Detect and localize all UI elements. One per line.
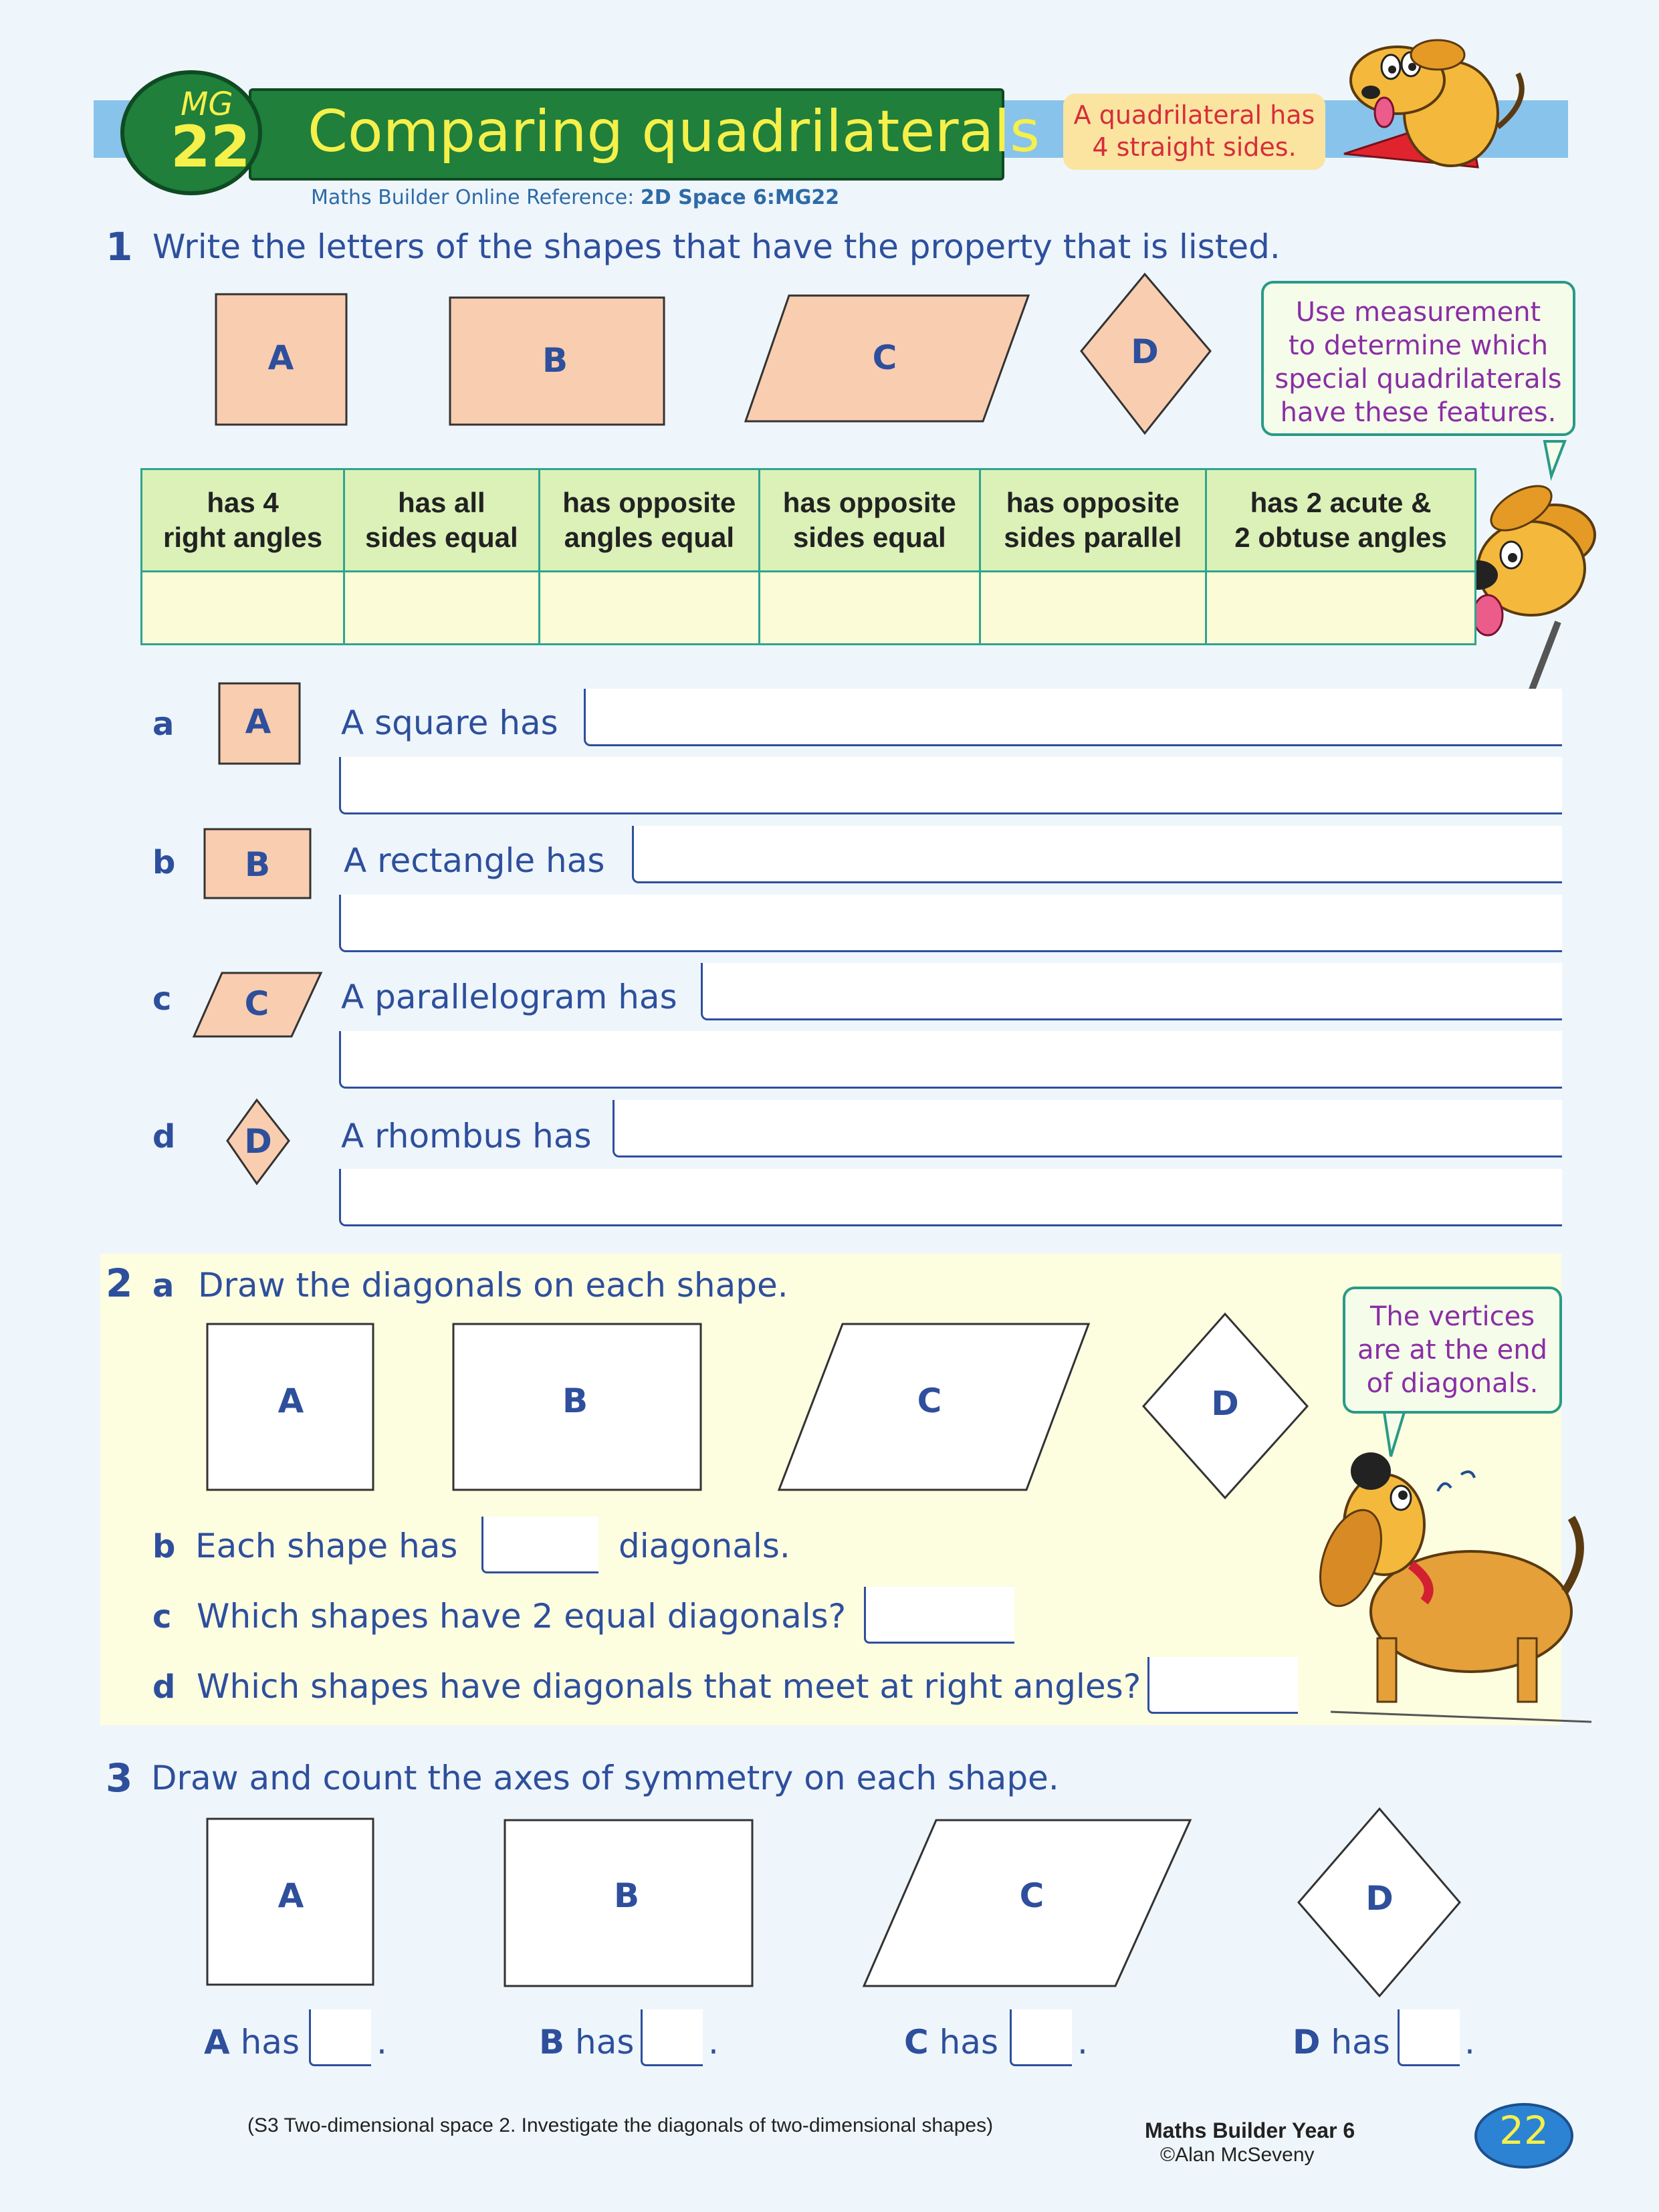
measurement-tip-bubble [1261,281,1575,436]
part-letter: d [152,1118,176,1155]
period: . [376,2023,387,2062]
dog-with-pencil-icon [1458,477,1595,724]
page-title: Comparing quadrilaterals [308,98,1040,165]
bubble-line: to determine which [1288,330,1549,361]
badge-mg-label: MG [181,86,233,123]
answer-line[interactable] [701,963,1562,1020]
period: . [708,2023,719,2062]
q2-shapes [207,1314,1307,1498]
reference-prefix: Maths Builder Online Reference: [311,186,635,209]
answer-cell[interactable] [344,572,539,645]
property-header: has opposite sides equal [760,469,980,572]
question-number: 3 [106,1755,133,1801]
vertices-tip-bubble [1343,1287,1562,1414]
q2a-instruction: Draw the diagonals on each shape. [198,1266,788,1305]
question-number: 1 [106,224,133,269]
diagonal-count-input[interactable] [481,1517,598,1573]
reference-code: 2D Space 6:MG22 [640,186,840,209]
q3-shape-label: C [1019,1876,1044,1915]
row-shape-label: A [245,702,271,741]
part-letter: b [152,844,176,881]
question-number: 2 [106,1260,133,1306]
q2c-text: Which shapes have 2 equal diagonals? [197,1597,847,1636]
answer-cell[interactable] [760,572,980,645]
bubble-line: have these features. [1280,397,1557,428]
copyright: ©Alan McSeveny [1160,2144,1315,2166]
dog-looking-up-icon [1309,1452,1591,1722]
part-letter: a [152,1267,175,1305]
shape-d-axes: D has [1293,2023,1390,2062]
answer-cell[interactable] [539,572,760,645]
part-letter: b [152,1528,176,1565]
note-line: A quadrilateral has [1073,100,1315,130]
property-header: has opposite angles equal [539,469,760,572]
answer-line[interactable] [339,1031,1562,1089]
q2b-text: Each shape has [195,1527,458,1565]
bubble-line: Use measurement [1295,297,1541,328]
q3-shape-label: B [613,1876,640,1915]
answer-line[interactable] [584,689,1562,746]
period: . [1077,2023,1088,2062]
bubble-tail-icon [1384,1412,1404,1456]
rectangle-prompt: A rectangle has [344,841,605,880]
answer-cell[interactable] [142,572,344,645]
q1-shape-label: A [267,338,294,377]
answer-line[interactable] [339,1169,1562,1226]
answer-line[interactable] [632,826,1562,883]
axes-count-input-d[interactable] [1398,2009,1460,2066]
bubble-line: The vertices [1369,1301,1535,1332]
period: . [1464,2023,1475,2062]
q2-shape-label: C [917,1381,942,1420]
q1-shape-label: B [542,341,568,380]
bubble-tail-icon [1545,441,1565,476]
row-shape-label: D [244,1122,272,1161]
square-prompt: A square has [341,703,558,742]
bubble-line: are at the end [1357,1335,1548,1365]
answer-line[interactable] [613,1100,1562,1157]
shape-b-axes: B has [539,2023,635,2062]
q2b-text-end: diagonals. [619,1527,790,1565]
part-letter: d [152,1668,176,1706]
property-header: has all sides equal [344,469,539,572]
property-header-row [142,469,1476,572]
q1-instruction: Write the letters of the shapes that have the property that is listed. [152,227,1281,266]
answer-line[interactable] [339,757,1562,814]
q3-shape-label: D [1365,1879,1394,1918]
part-letter: a [152,705,175,743]
q3-shape-label: A [278,1876,304,1915]
q2-shape-label: A [278,1381,304,1420]
parallelogram-prompt: A parallelogram has [341,978,677,1016]
q3-shapes [207,1809,1460,1996]
right-angle-diagonals-input[interactable] [1147,1657,1298,1714]
curriculum-note: (S3 Two-dimensional space 2. Investigate the diagonals of two-dimensional shapes) [247,2114,994,2136]
axes-count-input-c[interactable] [1010,2009,1072,2066]
property-header: has 4 right angles [142,469,344,572]
book-title: Maths Builder Year 6 [1145,2118,1355,2142]
answer-cell[interactable] [980,572,1206,645]
rhombus-prompt: A rhombus has [341,1117,592,1155]
q2-shape-label: B [562,1381,588,1420]
equal-diagonals-input[interactable] [864,1587,1014,1644]
shape-c-axes: C has [904,2023,998,2062]
part-letter: c [152,980,172,1018]
axes-count-input-a[interactable] [309,2009,371,2066]
q3-instruction: Draw and count the axes of symmetry on each shape. [151,1759,1059,1797]
property-header: has opposite sides parallel [980,469,1206,572]
property-answer-row [142,572,1476,645]
answer-line[interactable] [339,895,1562,952]
q1-shape-label: C [872,338,897,377]
row-shape-label: B [244,845,271,884]
part-letter: c [152,1598,172,1636]
page-number: 22 [1499,2108,1549,2153]
q1-shape-label: D [1131,332,1159,371]
axes-count-input-b[interactable] [641,2009,703,2066]
dog-mascot-header-icon [1344,40,1522,167]
q2d-text: Which shapes have diagonals that meet at right angles? [197,1667,1141,1706]
q2-shape-label: D [1211,1384,1239,1423]
answer-cell[interactable] [1206,572,1476,645]
row-shape-label: C [244,984,269,1023]
note-line: 4 straight sides. [1092,132,1297,162]
bubble-line: of diagonals. [1366,1368,1539,1399]
badge-number: 22 [171,114,251,181]
q1-row-shapes [194,683,321,1184]
q1-shapes [216,274,1210,433]
bubble-line: special quadrilaterals [1275,364,1562,395]
property-header: has 2 acute & 2 obtuse angles [1206,469,1476,572]
property-table [140,468,1476,645]
shape-a-axes: A has [204,2023,300,2062]
